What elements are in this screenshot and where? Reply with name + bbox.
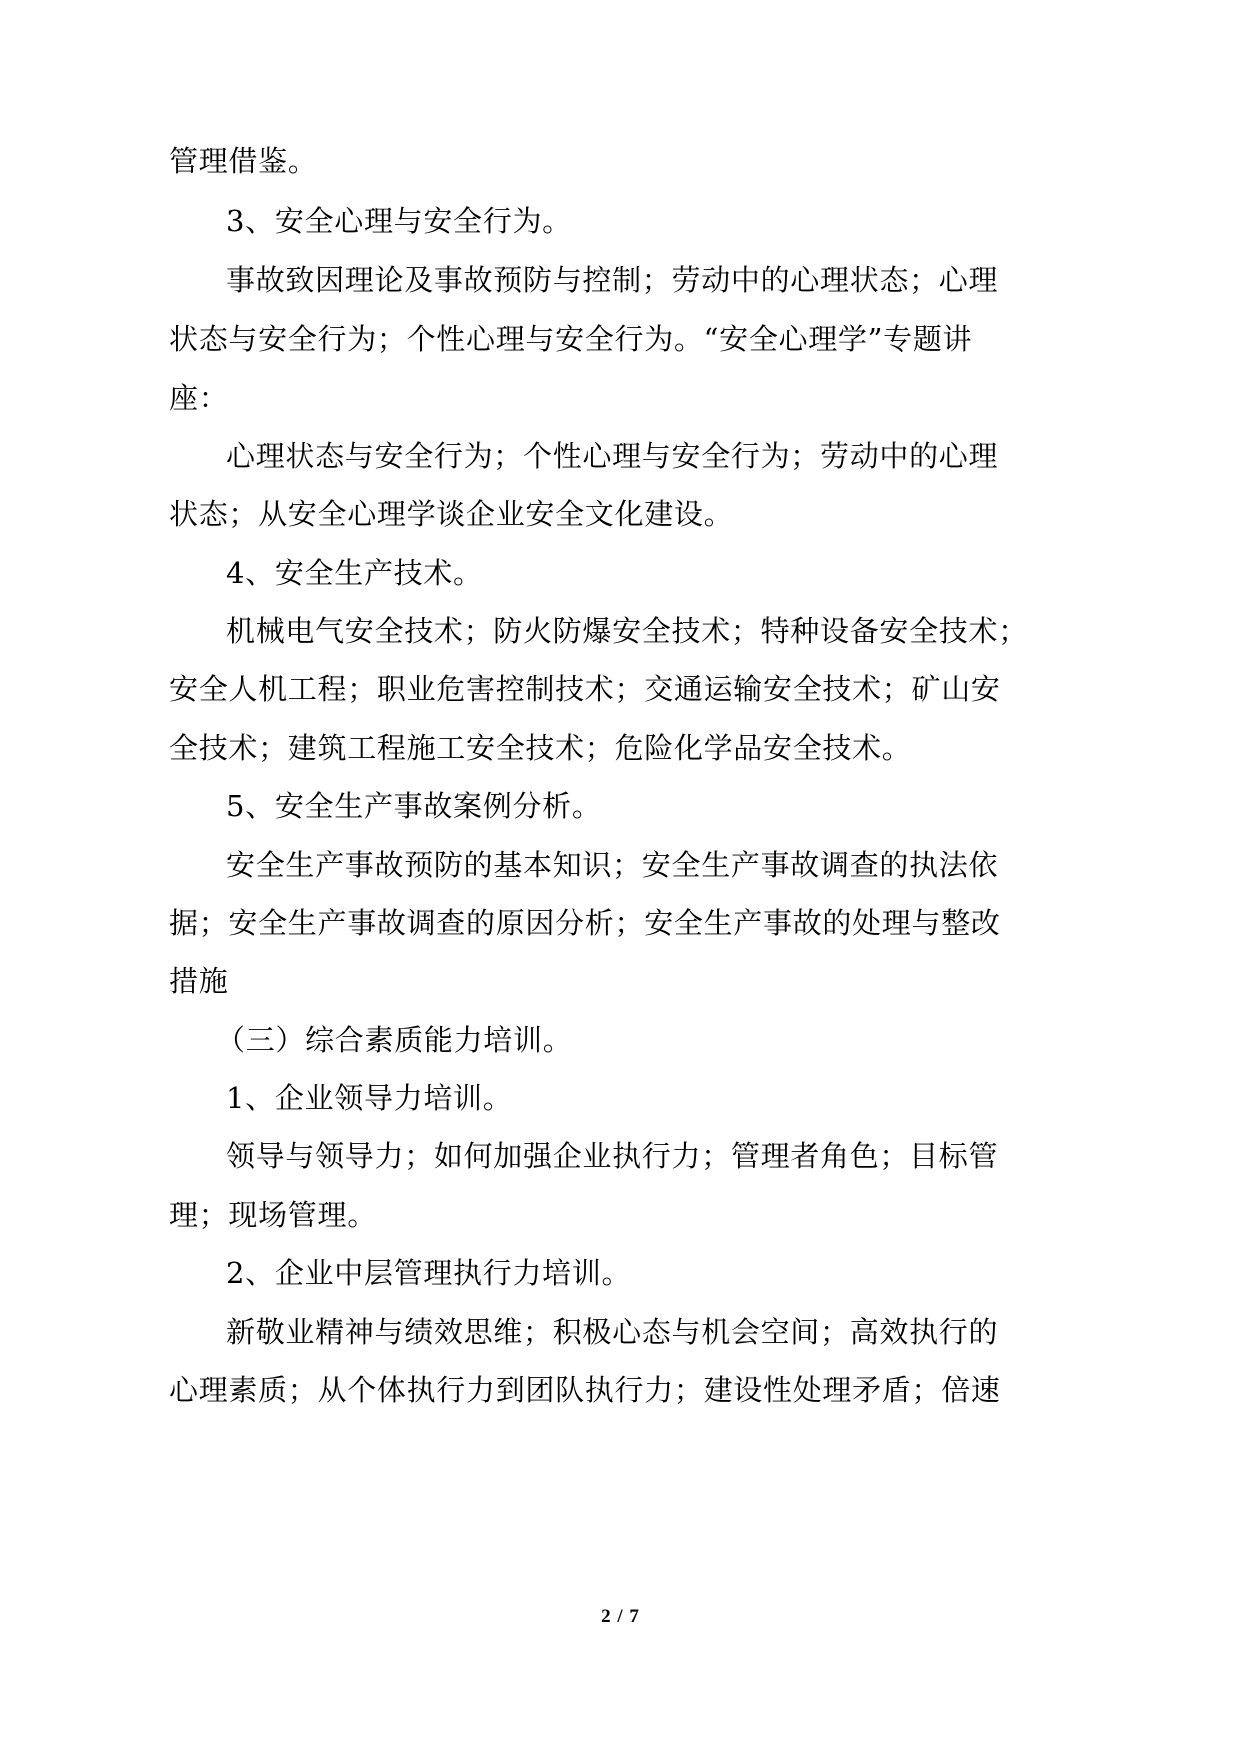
text-line: 理；现场管理。 (169, 1198, 377, 1232)
text-line: 管理借鉴。 (169, 144, 318, 178)
text-line: 新敬业精神与绩效思维；积极心态与机会空间；高效执行的 (226, 1315, 999, 1349)
text-line: 心理素质；从个体执行力到团队执行力；建设性处理矛盾；倍速 (169, 1373, 1001, 1407)
section-heading: 1、企业领导力培训。 (226, 1081, 513, 1115)
section-heading: （三）综合素质能力培训。 (216, 1023, 573, 1057)
text-line: 事故致因理论及事故预防与控制；劳动中的心理状态；心理 (226, 263, 999, 297)
text-line: 安全人机工程；职业危害控制技术；交通运输安全技术；矿山安 (169, 672, 1001, 706)
section-heading: 2、企业中层管理执行力培训。 (226, 1256, 632, 1290)
text-line: 安全生产事故预防的基本知识；安全生产事故调查的执法依 (226, 848, 999, 882)
text-line: 据；安全生产事故调查的原因分析；安全生产事故的处理与整改 (169, 906, 1001, 940)
text-line: 全技术；建筑工程施工安全技术；危险化学品安全技术。 (169, 731, 912, 765)
text-line: 状态；从安全心理学谈企业安全文化建设。 (169, 497, 734, 531)
text-line: 座： (169, 381, 229, 415)
text-line: 领导与领导力；如何加强企业执行力；管理者角色；目标管 (226, 1139, 999, 1173)
section-heading: 3、安全心理与安全行为。 (226, 204, 572, 238)
text-line: 状态与安全行为；个性心理与安全行为。“安全心理学”专题讲 (169, 322, 973, 356)
section-heading: 4、安全生产技术。 (226, 556, 483, 590)
text-line: 机械电气安全技术；防火防爆安全技术；特种设备安全技术； (226, 614, 1028, 648)
section-heading: 5、安全生产事故案例分析。 (226, 789, 602, 823)
text-line: 措施 (169, 964, 229, 998)
page-number: 2 / 7 (601, 1606, 640, 1627)
text-line: 心理状态与安全行为；个性心理与安全行为；劳动中的心理 (226, 439, 999, 473)
